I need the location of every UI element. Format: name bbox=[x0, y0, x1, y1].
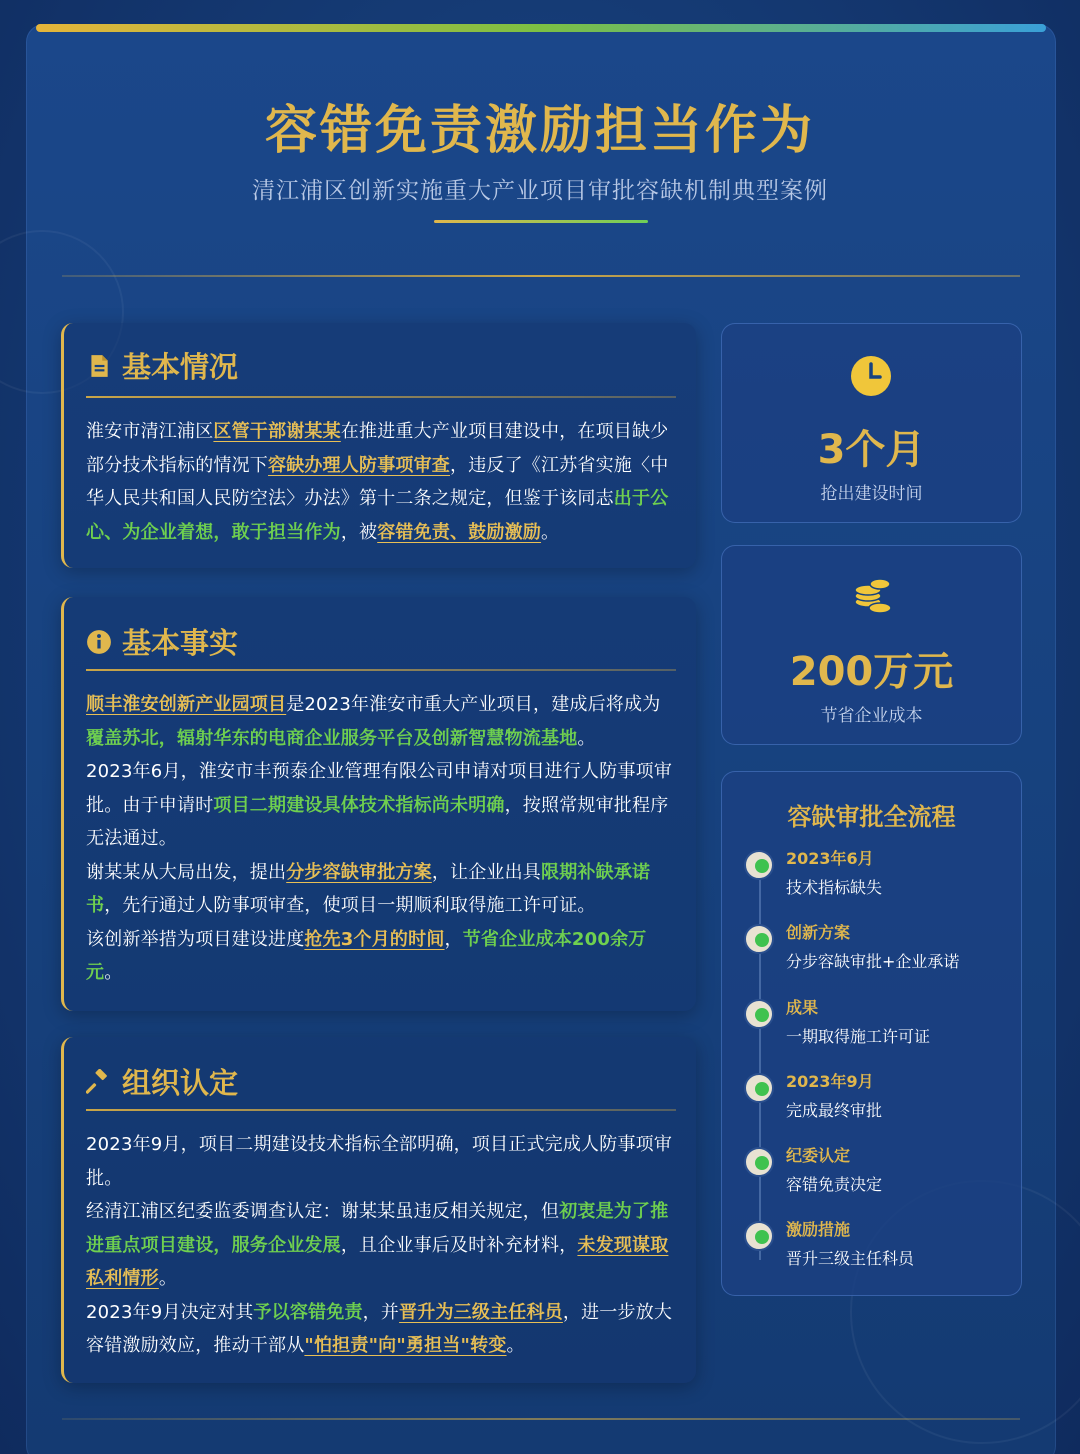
basic-facts-header bbox=[86, 621, 238, 662]
flow-step bbox=[744, 1143, 1004, 1203]
org-paragraph: 经清江浦区纪委监委调查认定：谢某某虽违反相关规定，但初衷是为了推进重点项目建设，服务企业发展，且企业事后及时补充材料，未发现谋取私利情形。 bbox=[86, 1201, 669, 1289]
facts-paragraph: 顺丰淮安创新产业园项目是2023年淮安市重大产业项目，建成后将成为覆盖苏北，辐射华东的电商企业服务平台及创新智慧物流基地。 bbox=[86, 694, 661, 749]
org-determination-header bbox=[86, 1061, 238, 1102]
basic-facts-title: 基本事实 bbox=[122, 626, 239, 660]
step-desc: 一期取得施工许可证 bbox=[786, 1027, 931, 1046]
step-desc: 技术指标缺失 bbox=[786, 878, 883, 897]
stat-label: 抢出建设时间 bbox=[820, 484, 923, 504]
flow-step bbox=[744, 920, 1004, 980]
step-title: 成果 bbox=[786, 998, 819, 1017]
org-paragraph: 2023年9月，项目二期建设技术指标全部明确，项目正式完成人防事项审批。 bbox=[86, 1134, 673, 1189]
basic-facts-text bbox=[86, 688, 678, 990]
org-determination-text bbox=[86, 1128, 678, 1363]
clock-icon bbox=[849, 354, 893, 398]
coins-icon bbox=[848, 572, 896, 620]
facts-paragraph: 谢某某从大局出发，提出分步容缺审批方案，让企业出具限期补缺承诺书，先行通过人防事项审查，使项目一期顺利取得施工许可证。 bbox=[86, 861, 651, 916]
basic-info-card bbox=[61, 323, 696, 568]
step-dot-icon bbox=[744, 999, 774, 1029]
basic-info-text: 淮安市清江浦区区管干部谢某某在推进重大产业项目建设中，在项目缺少部分技术指标的情况下容缺办理人防事项审查，违反了《江苏省实施〈中华人民共和国人民防空法〉办法》第十二条之规定，但鉴于该同志出于公心、为企业着想，敢于担当作为，被容错免责、鼓励激励。 bbox=[86, 421, 669, 543]
step-dot-icon bbox=[744, 1221, 774, 1251]
basic-facts-rule bbox=[86, 669, 676, 671]
step-title: 2023年6月 bbox=[786, 849, 874, 868]
header-divider bbox=[62, 275, 1020, 277]
org-determination-rule bbox=[86, 1109, 676, 1111]
basic-info-title: 基本情况 bbox=[122, 350, 239, 384]
stat-card-time bbox=[721, 323, 1022, 523]
basic-facts-card bbox=[61, 597, 696, 1011]
step-desc: 容错免责决定 bbox=[786, 1175, 883, 1194]
step-desc: 分步容缺审批+企业承诺 bbox=[786, 952, 960, 971]
step-title: 2023年9月 bbox=[786, 1072, 874, 1091]
org-determination-title: 组织认定 bbox=[122, 1066, 239, 1100]
facts-paragraph: 2023年6月，淮安市丰预泰企业管理有限公司申请对项目进行人防事项审批。由于申请时项目二期建设具体技术指标尚未明确，按照常规审批程序无法通过。 bbox=[86, 761, 673, 849]
step-dot-icon bbox=[744, 1147, 774, 1177]
step-title: 纪委认定 bbox=[786, 1146, 851, 1165]
step-dot-icon bbox=[744, 850, 774, 880]
title-underline bbox=[434, 220, 648, 223]
page-title: 容错免责激励担当作为 bbox=[264, 101, 815, 161]
step-dot-icon bbox=[744, 1073, 774, 1103]
step-desc: 完成最终审批 bbox=[786, 1101, 883, 1120]
step-desc: 晋升三级主任科员 bbox=[786, 1249, 915, 1268]
top-gradient-bar bbox=[36, 24, 1046, 32]
stat-label: 节省企业成本 bbox=[820, 706, 923, 726]
flow-step bbox=[744, 1069, 1004, 1129]
facts-paragraph: 该创新举措为项目建设进度抢先3个月的时间，节省企业成本200余万元。 bbox=[86, 928, 647, 983]
step-title: 创新方案 bbox=[786, 923, 851, 942]
step-dot-icon bbox=[744, 924, 774, 954]
stat-card-cost bbox=[721, 545, 1022, 745]
flow-step bbox=[744, 846, 1004, 906]
document-icon bbox=[86, 353, 112, 379]
org-paragraph: 2023年9月决定对其予以容错免责，并晋升为三级主任科员，进一步放大容错激励效应，推动干部从"怕担责"向"勇担当"转变。 bbox=[86, 1301, 673, 1356]
gavel-icon bbox=[86, 1069, 112, 1095]
basic-info-rule bbox=[86, 396, 676, 398]
info-icon bbox=[86, 629, 112, 655]
stat-value: 3个月 bbox=[817, 427, 926, 473]
basic-info-header bbox=[86, 345, 238, 386]
org-determination-card bbox=[61, 1037, 696, 1383]
page-subtitle: 清江浦区创新实施重大产业项目审批容缺机制典型案例 bbox=[252, 178, 828, 204]
stat-value: 200万元 bbox=[789, 649, 954, 695]
flow-title: 容缺审批全流程 bbox=[787, 803, 956, 831]
flow-step bbox=[744, 1217, 1004, 1277]
step-title: 激励措施 bbox=[786, 1220, 851, 1239]
flow-step bbox=[744, 995, 1004, 1055]
footer-divider bbox=[62, 1418, 1020, 1420]
